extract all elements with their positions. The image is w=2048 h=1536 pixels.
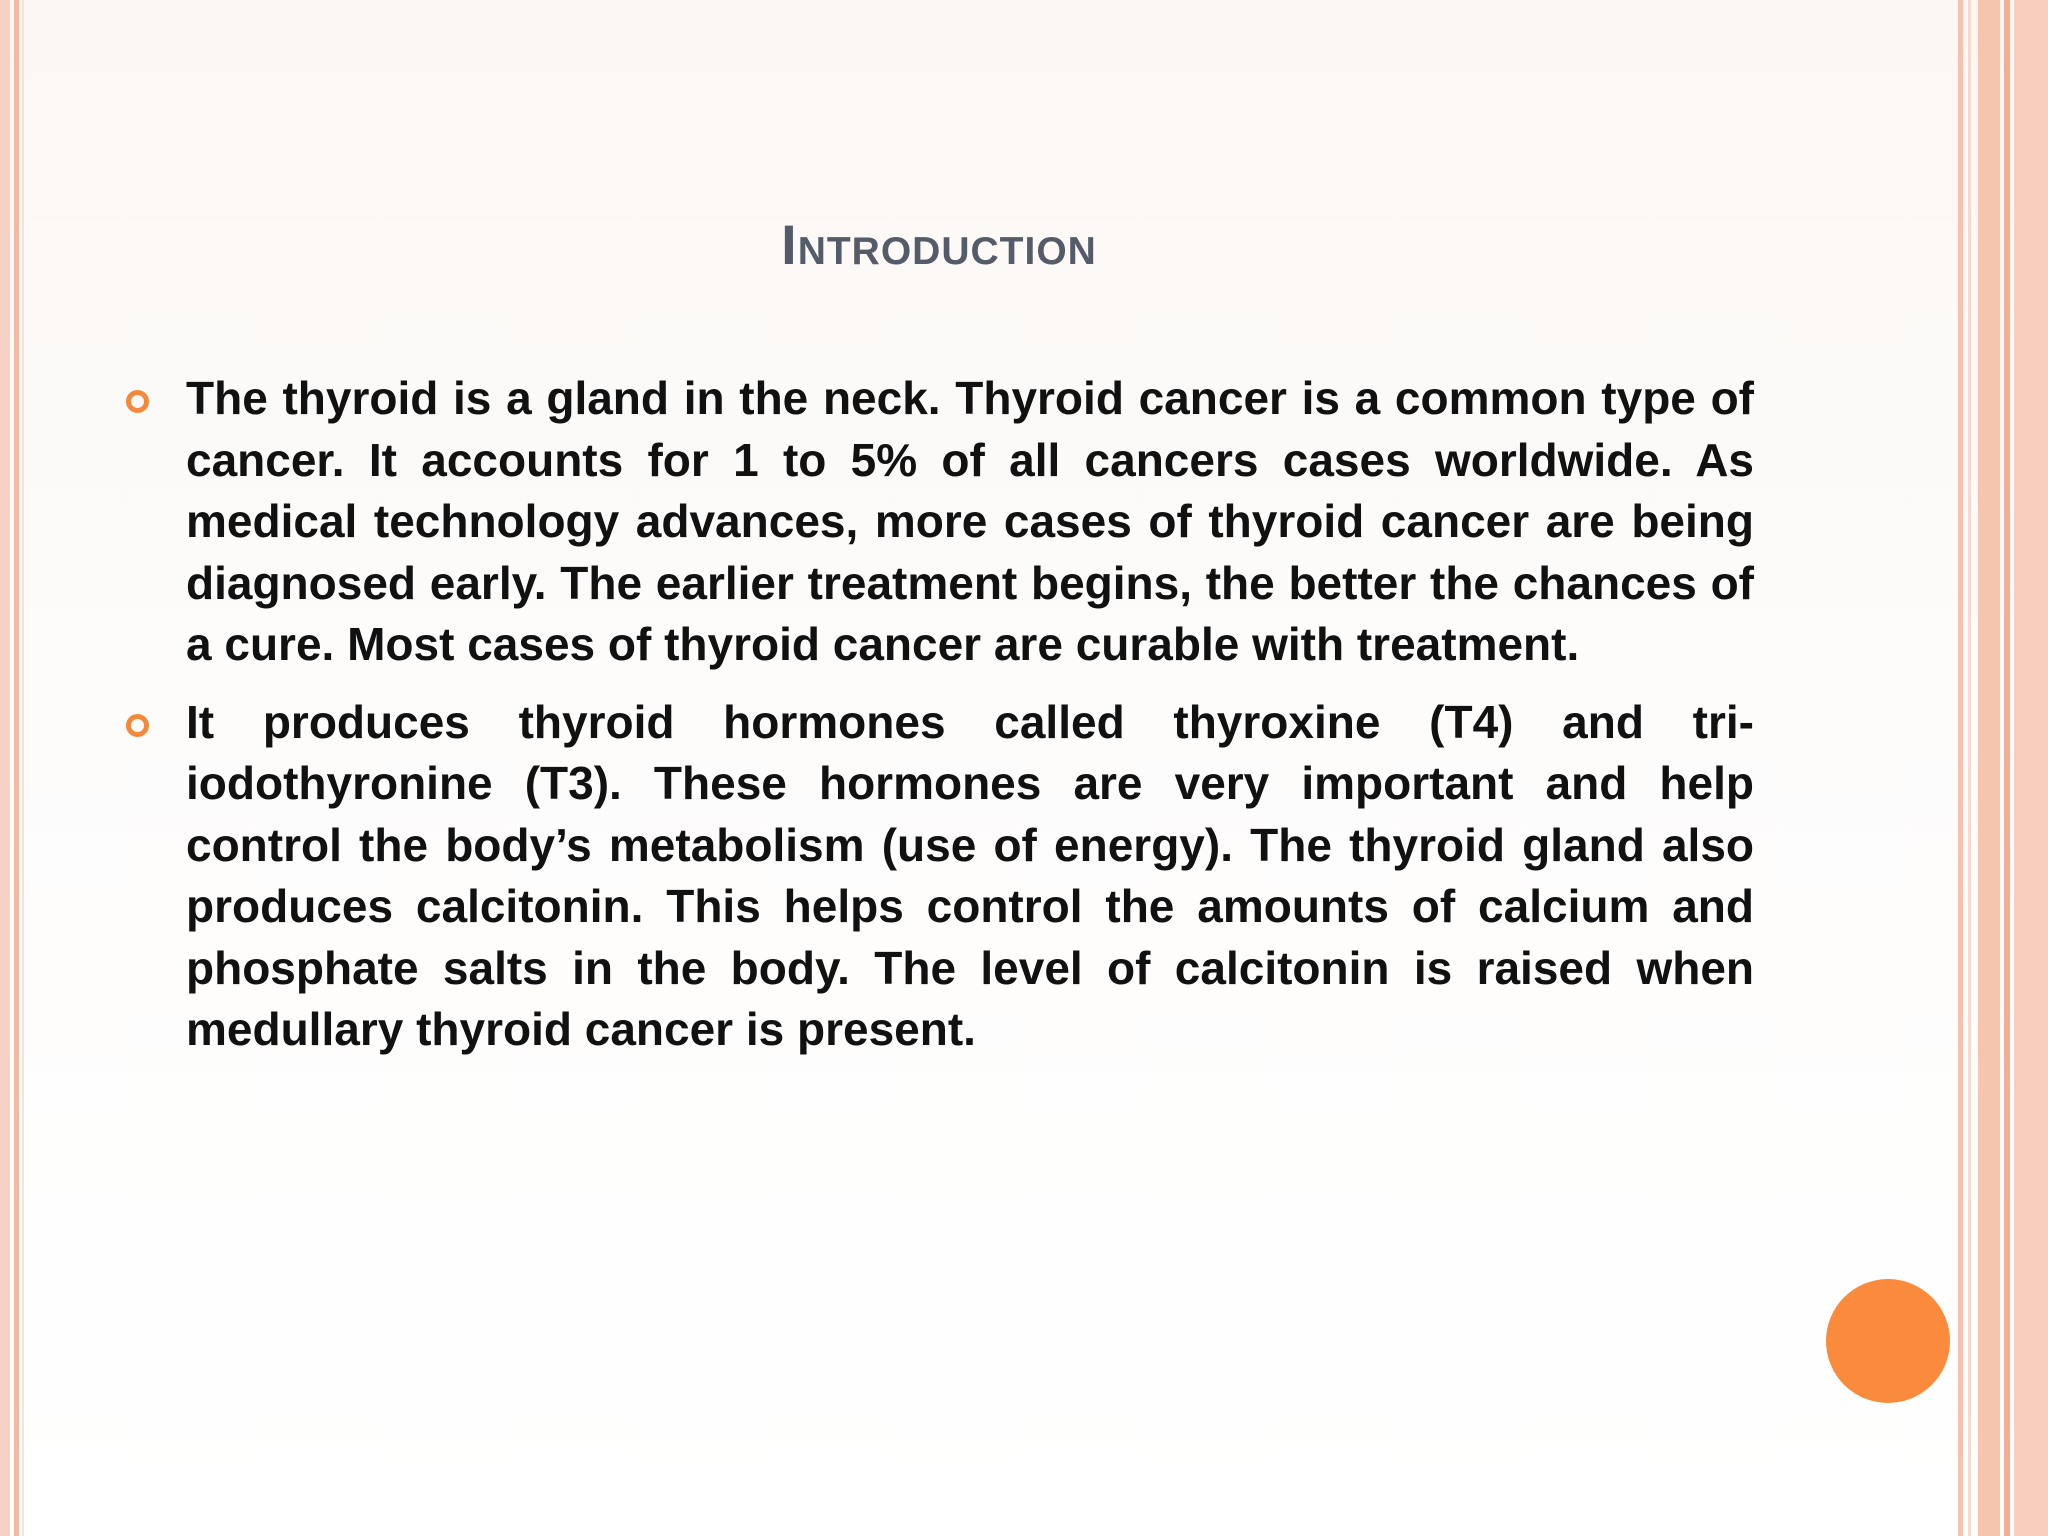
right-border-band xyxy=(2004,0,2010,1536)
right-border-line xyxy=(1968,0,1971,1536)
bullet-text: The thyroid is a gland in the neck. Thyroid cancer is a common type of cancer. It accounts for 1 to 5% of all cancers cases worldwide. As medical technology advances, more cases of thyroid cancer are being diagnosed early. The earlier treatment begins, the better the chances of a cure. Most cases of thyroid cancer are curable with treatment. xyxy=(186,372,1754,670)
right-border-band xyxy=(2014,0,2048,1536)
bullet-item xyxy=(122,692,1754,1061)
slide-title: Introduction xyxy=(781,213,1097,276)
right-border-band xyxy=(1978,0,2000,1536)
right-border-line xyxy=(1958,0,1963,1536)
bullet-icon xyxy=(126,714,149,737)
orange-circle-decoration xyxy=(1826,1279,1950,1403)
bullet-list xyxy=(122,368,1754,1077)
bullet-item xyxy=(122,368,1754,676)
bullet-icon xyxy=(126,390,149,413)
bullet-text: It produces thyroid hormones called thyroxine (T4) and tri-iodothyronine (T3). These hormones are very important and help control the body’s metabolism (use of energy). The thyroid gland also produces calcitonin. This helps control the amounts of calcium and phosphate salts in the body. The level of calcitonin is raised when medullary thyroid cancer is present. xyxy=(186,695,1754,1055)
